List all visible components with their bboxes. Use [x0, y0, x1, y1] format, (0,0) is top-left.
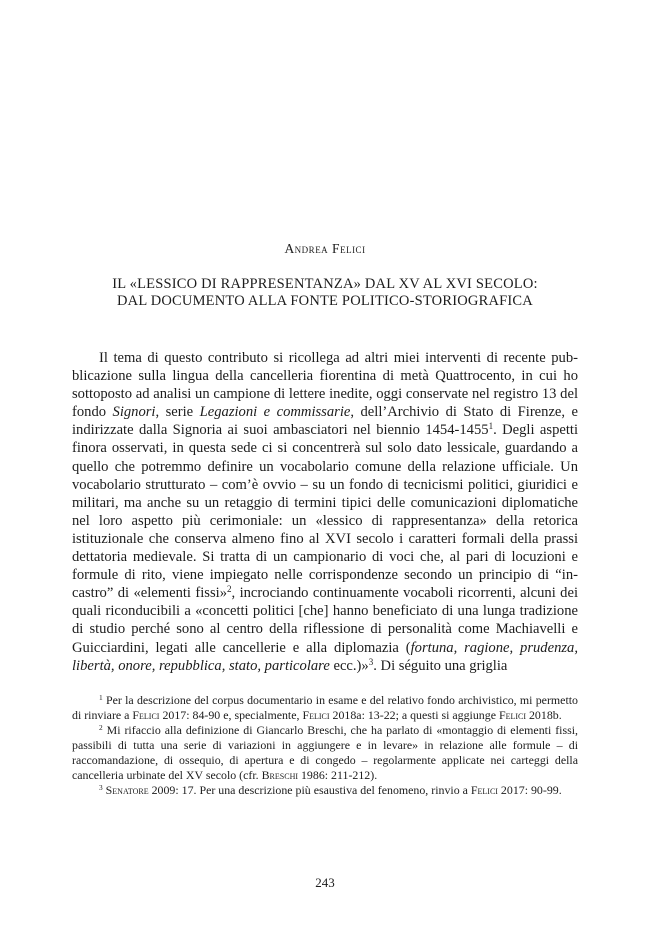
- footnote-text: 2017: 90-99.: [497, 783, 562, 797]
- body-paragraph: [72, 349, 578, 675]
- footnote-text: 2017: 84-90 e, specialmente,: [159, 708, 303, 722]
- body-italic-legazioni: Legazioni e commissarie: [199, 404, 351, 421]
- citation-author: Felici: [498, 708, 527, 722]
- body-text-run: , dell’Archivio di Stato di Firenze, e indirizzate dalla Signoria ai suoi ambasciatori nel biennio 1454-1455: [72, 404, 578, 439]
- footnote-ref-2[interactable]: 2: [227, 584, 232, 595]
- body-italic-signori: Signori: [112, 404, 156, 421]
- citation-author: Senatore: [105, 783, 149, 797]
- body-text-run: ecc.)»: [329, 657, 369, 674]
- footnote-text: Mi rifaccio alla definizione di Giancarlo Breschi, che ha parlato di «montaggio di elementi fissi, passibili di tutta una serie di variazioni in aggiungere e in levare» in relazione alle formule – di raccomandazione, di ossequio, di apertura e di congedo – regolarmente applicate nei carteggi della cancelleria urbinate del XV secolo (cfr.: [72, 723, 578, 782]
- footnote-1: [72, 693, 578, 723]
- citation-author: Felici: [470, 783, 498, 797]
- footnote-text: Per la descrizione del corpus documentario in esame e del relativo fondo archivistico, mi permetto di rinviare a: [72, 693, 578, 722]
- footnote-text: 2018b.: [526, 708, 562, 722]
- citation-author: Felici: [132, 708, 160, 722]
- footnotes: [72, 693, 578, 798]
- footnote-ref-1[interactable]: 1: [488, 421, 494, 432]
- body-text-run: Il tema di questo contributo si ricollega ad altri miei interventi di recente pubblicazione sulla lingua della cancelleria fiorentina di metà Quattrocento, in cui ho sottoposto ad analisi un campione di lettere inedite, oggi conservate nel registro 13 del fondo: [72, 350, 578, 421]
- title-line-1: IL «LESSICO DI RAPPRESENTANZA» DAL XV AL XVI SECOLO:: [112, 276, 538, 292]
- body-text-run: . Di séguito una griglia: [373, 657, 508, 674]
- body-text-run: , serie: [155, 404, 200, 421]
- footnote-text: 1986: 211-212).: [298, 768, 378, 782]
- page-number: 243: [315, 875, 335, 890]
- article-title: [60, 276, 590, 310]
- citation-author: Breschi: [261, 768, 299, 782]
- footnote-2: [72, 723, 578, 783]
- author-name: Andrea Felici: [284, 241, 366, 256]
- footnote-number: 1: [99, 692, 103, 702]
- body-text-run: , incrociando continuamente vocaboli ricorrenti, alcuni dei quali riconducibili a «concetti politici [che] hanno beneficiato di una lunga tradizione di studio perché sono al centro della riflessione di personalità come Machiavelli e Guicciardini, legati alle cancellerie e alla diplomazia (: [72, 585, 578, 656]
- footnote-number: 2: [99, 722, 103, 732]
- footnote-text: 2009: 17. Per una descrizione più esaustiva del fenomeno, rinvio a: [148, 783, 471, 797]
- footnote-number: 3: [99, 782, 103, 792]
- footnote-3: [72, 783, 578, 798]
- body-italic-terms: fortuna, ragione, prudenza, libertà, onore, repubblica, stato, particolare: [72, 639, 578, 674]
- body-text: [72, 349, 578, 675]
- title-line-2: DAL DOCUMENTO ALLA FONTE POLITICO-STORIOGRAFICA: [117, 293, 533, 309]
- citation-author: Felici: [302, 708, 330, 722]
- footnote-ref-3[interactable]: 3: [368, 656, 374, 667]
- body-text-run: . Degli aspetti finora osservati, in questa sede ci si concentrerà sul solo dato lessicale, guardando a quello che potremmo definire un vocabolario comune della relazione ufficiale. Un vocabolario strutturato – com’è ovvio – su un fondo di tecnicismi politici, giuridici e militari, ma anche su un retaggio di termini tipici delle comunicazioni diplomatiche nel loro aspetto più cerimoniale: un «lessico di rappresentanza» della retorica istituzionale che conserva almeno fino al XVI secolo i caratteri formali della prassi dettatoria medievale. Si tratta di un campionario di voci che, al pari di locuzioni e formule di rito, viene impiegato nelle corrispondenze secondo un principio di “incastro” di «elementi fissi»: [72, 422, 579, 602]
- footnote-text: 2018a: 13-22; a questi si aggiunge: [329, 708, 499, 722]
